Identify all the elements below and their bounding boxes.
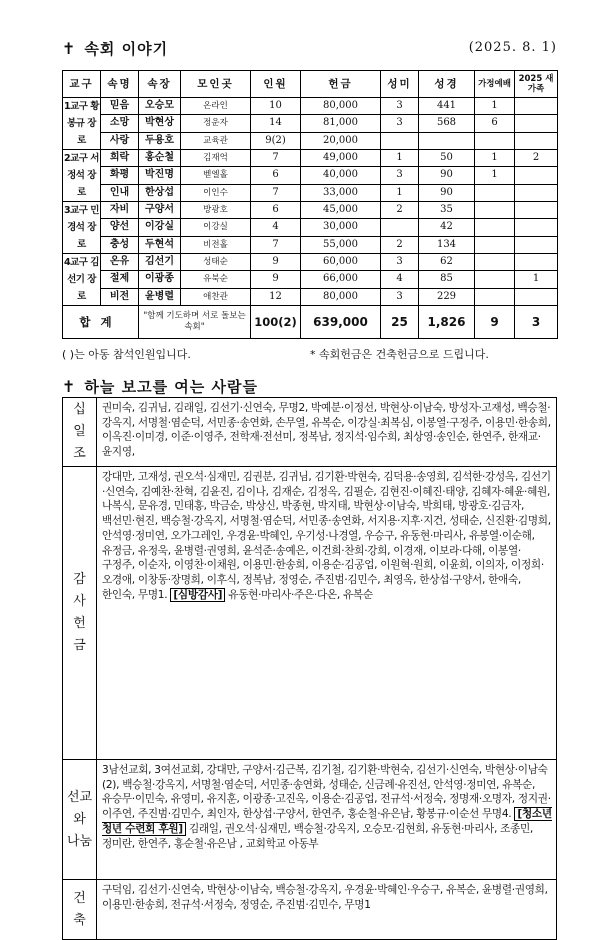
donation-row: [63, 880, 557, 940]
table-cell: 이강실: [139, 219, 181, 236]
table-cell: 유북순: [181, 271, 251, 288]
table-row: [63, 288, 558, 305]
table-cell: 3: [381, 167, 419, 184]
table-cell: [515, 184, 558, 201]
header-cell: 속장: [139, 71, 181, 98]
table-cell: 1: [475, 167, 515, 184]
table-cell: 2: [515, 150, 558, 167]
table-cell: 온유: [101, 254, 139, 271]
table-cell: 홍순철: [139, 150, 181, 167]
table-cell: 한상섭: [139, 184, 181, 201]
table-cell: 소망: [101, 115, 139, 132]
table-cell: 60,000: [301, 254, 381, 271]
cross-icon: ✝: [62, 39, 77, 58]
table-cell: [419, 132, 475, 149]
date-label: (2025. 8. 1): [468, 40, 557, 55]
table-cell: 7: [251, 184, 301, 201]
donations-table: [62, 397, 557, 940]
table-cell: 2: [381, 202, 419, 219]
table-cell: 두현석: [139, 236, 181, 253]
table-cell: 희락: [101, 150, 139, 167]
table-cell: 33,000: [301, 184, 381, 201]
child-note: ( )는 아동 참석인원입니다.: [62, 348, 191, 361]
table-cell: 사랑: [101, 132, 139, 149]
donation-row: [63, 398, 557, 467]
donors-title: [62, 376, 258, 397]
table-cell: 35: [419, 202, 475, 219]
table-cell: 이강실: [181, 219, 251, 236]
table-row: [63, 184, 558, 201]
donation-row: [63, 760, 557, 880]
table-cell: 441: [419, 98, 475, 115]
donation-names: [97, 760, 557, 880]
table-cell: [515, 219, 558, 236]
table-cell: 박현상: [139, 115, 181, 132]
donors-title-text: 하늘 보고를 여는 사람들: [84, 378, 258, 396]
cell-group-table: [62, 70, 558, 339]
table-cell: 229: [419, 288, 475, 305]
table-cell: 4: [251, 219, 301, 236]
table-cell: 50: [419, 150, 475, 167]
table-cell: 62: [419, 254, 475, 271]
table-row: [63, 219, 558, 236]
table-cell: 1: [515, 271, 558, 288]
table-row: [63, 115, 558, 132]
table-cell: [515, 98, 558, 115]
table-row: [63, 132, 558, 149]
table-cell: 2: [381, 236, 419, 253]
table-row: [63, 150, 558, 167]
table-cell: 성태순: [181, 254, 251, 271]
table-row: [63, 98, 558, 115]
table-row: [63, 167, 558, 184]
table-cell: [515, 167, 558, 184]
table-cell: 3: [381, 288, 419, 305]
table-cell: 비전: [101, 288, 139, 305]
table-cell: 10: [251, 98, 301, 115]
table-cell: 7: [251, 236, 301, 253]
table-cell: 40,000: [301, 167, 381, 184]
table-cell: 오승모: [139, 98, 181, 115]
table-cell: 1: [475, 150, 515, 167]
table-cell: 3: [381, 98, 419, 115]
table-cell: 1: [475, 98, 515, 115]
table-header-row: [63, 71, 558, 98]
table-cell: 9: [251, 271, 301, 288]
table-cell: 14: [251, 115, 301, 132]
table-cell: 교육관: [181, 132, 251, 149]
table-cell: [475, 132, 515, 149]
donor-list: 권미숙, 김귀님, 김래일, 김선기·신연숙, 무명2, 박예분·이정선, 박현상·이남숙, 방성자·고재성, 백승철·강옥지, 서명철·염순덕, 서민종·송연화, 손무열, 유복순, 이강실·최복심, 이봉열·구정주, 이용민·한송희, 이옥진·이미경, 이준·이영주, 전학재·전선미, 정복남, 정지석·임수희, 최상영·송인순, 한연주, 한재교·윤지영,: [102, 402, 551, 459]
cross-icon: ✝: [62, 377, 77, 396]
table-cell: 20,000: [301, 132, 381, 149]
table-cell: [475, 271, 515, 288]
special-donor-list: 유동현·마리사·주은·다온, 유복순: [228, 588, 373, 601]
table-cell: 절제: [101, 271, 139, 288]
section-title: [62, 38, 168, 59]
special-offering-label: [심방감사]: [170, 588, 225, 602]
header-cell: 성미: [381, 71, 419, 98]
donation-category: 십 일 조: [63, 398, 97, 467]
table-cell: 믿음: [101, 98, 139, 115]
table-cell: 3: [381, 254, 419, 271]
table-cell: [515, 236, 558, 253]
table-cell: [515, 288, 558, 305]
total-offering: 639,000: [301, 306, 381, 339]
table-cell: 80,000: [301, 98, 381, 115]
table-cell: 1: [381, 184, 419, 201]
table-cell: 김재억: [181, 150, 251, 167]
table-cell: 81,000: [301, 115, 381, 132]
table-cell: 42: [419, 219, 475, 236]
table-cell: 자비: [101, 202, 139, 219]
table-cell: 1: [381, 150, 419, 167]
table-cell: 568: [419, 115, 475, 132]
table-row: [63, 271, 558, 288]
table-cell: 49,000: [301, 150, 381, 167]
district-label: 1교구 황봉규 장로: [63, 98, 101, 150]
table-cell: 벧엘홀: [181, 167, 251, 184]
total-rice: 25: [381, 306, 419, 339]
table-cell: [515, 254, 558, 271]
table-row: [63, 236, 558, 253]
table-row: [63, 202, 558, 219]
table-cell: [515, 202, 558, 219]
table-cell: 정운자: [181, 115, 251, 132]
table-cell: 85: [419, 271, 475, 288]
table-cell: 구양서: [139, 202, 181, 219]
donation-names: [97, 398, 557, 467]
table-cell: 66,000: [301, 271, 381, 288]
table-cell: 45,000: [301, 202, 381, 219]
total-bible: 1,826: [419, 306, 475, 339]
table-cell: 비전홀: [181, 236, 251, 253]
header-cell: 가정예배: [475, 71, 515, 98]
table-cell: 화평: [101, 167, 139, 184]
table-cell: [475, 236, 515, 253]
table-cell: 134: [419, 236, 475, 253]
table-cell: 30,000: [301, 219, 381, 236]
special-donor-list: 김래일, 권오석·심재민, 백승철·강옥지, 오승모·김현희, 유동현·마리사, 조종민, 정미란, 한연주, 홍순철·유은남 , 교회학교 아동부: [102, 822, 533, 850]
table-cell: 3: [381, 115, 419, 132]
table-cell: 인내: [101, 184, 139, 201]
header-cell: 모인곳: [181, 71, 251, 98]
table-cell: 방광호: [181, 202, 251, 219]
table-cell: 온라인: [181, 98, 251, 115]
donation-names: [97, 880, 557, 940]
table-cell: [381, 132, 419, 149]
district-label: 2교구 서정석 장로: [63, 150, 101, 202]
header-cell: 헌금: [301, 71, 381, 98]
header-cell: 인원: [251, 71, 301, 98]
table-cell: [475, 288, 515, 305]
table-cell: 김선기: [139, 254, 181, 271]
district-label: 3교구 민경석 장로: [63, 202, 101, 254]
table-cell: 윤병렬: [139, 288, 181, 305]
table-cell: [475, 254, 515, 271]
table-cell: 6: [475, 115, 515, 132]
table-cell: [515, 115, 558, 132]
header-cell: 교구: [63, 71, 101, 98]
table-cell: [475, 184, 515, 201]
table-cell: 충성: [101, 236, 139, 253]
total-label: 합계: [63, 306, 139, 339]
table-cell: 80,000: [301, 288, 381, 305]
header-cell: 2025 새가족: [515, 71, 558, 98]
district-label: 4교구 김선기 장로: [63, 254, 101, 306]
table-cell: 12: [251, 288, 301, 305]
table-cell: 4: [381, 271, 419, 288]
table-cell: 양선: [101, 219, 139, 236]
donation-category: 건 축: [63, 880, 97, 940]
table-cell: 9(2): [251, 132, 301, 149]
donation-category: 선교 와 나눔: [63, 760, 97, 880]
donation-names: [97, 467, 557, 760]
donor-list: 3남선교회, 3여선교회, 강대만, 구양서·김근복, 김기철, 김기환·박현숙, 김선기·신연숙, 박현상·이남숙(2), 백승철·강옥지, 서명철·염순덕, 서민종·송연화, 성태순, 신금례·유진선, 안석영·정미연, 유복순, 유승무·이민숙, 유영미, 유지훈, 이광종·고진옥, 이용순·김공업, 전규석·서정숙, 정명재·오명자, 정지권·이주연, 주진범·김민수, 최인자, 한상섭·구양서, 한연주, 홍순철·유은남, 황봉규·이순선 무명4.: [102, 764, 551, 821]
total-motto: "함께 기도하며 서로 돌보는 속회": [139, 306, 251, 339]
table-row: [63, 254, 558, 271]
header-cell: 성경: [419, 71, 475, 98]
table-cell: [475, 219, 515, 236]
donation-category: 감 사 헌 금: [63, 467, 97, 760]
table-cell: 90: [419, 167, 475, 184]
offering-note: * 속회헌금은 건축헌금으로 드립니다.: [310, 348, 489, 361]
table-cell: 7: [251, 150, 301, 167]
donor-list: 구덕임, 김선기·신연숙, 박현상·이남숙, 백승철·강옥지, 우경윤·박혜인·우승구, 유복순, 윤병렬·권영희, 이용민·한송희, 전규석·서정숙, 정영순, 주진범·김민수, 무명1: [102, 884, 548, 911]
total-people: 100(2): [251, 306, 301, 339]
donation-row: [63, 467, 557, 760]
table-cell: 이인수: [181, 184, 251, 201]
special-offering-label: [청소년 청년 수련회 후원]: [102, 808, 552, 835]
table-cell: 55,000: [301, 236, 381, 253]
table-cell: 6: [251, 202, 301, 219]
table-cell: 박진명: [139, 167, 181, 184]
total-newcomers: 3: [515, 306, 558, 339]
table-cell: 9: [251, 254, 301, 271]
table-cell: 6: [251, 167, 301, 184]
section-header: [62, 38, 557, 62]
table-cell: 90: [419, 184, 475, 201]
table-cell: 두용호: [139, 132, 181, 149]
header-cell: 속명: [101, 71, 139, 98]
table-cell: [475, 202, 515, 219]
table-cell: 이광종: [139, 271, 181, 288]
total-row: [63, 306, 558, 339]
title-text: 속회 이야기: [84, 40, 169, 58]
table-cell: [515, 132, 558, 149]
table-cell: [381, 219, 419, 236]
total-worship: 9: [475, 306, 515, 339]
donor-list: 강대만, 고재성, 권오석·심재민, 김권분, 김귀님, 김기환·박현숙, 김덕용·송영희, 김석한·강성옥, 김선기·신연숙, 김예찬·찬혁, 김윤진, 김이나, 김재순, 김정옥, 김필순, 김현진·이혜진·태양, 김혜자·혜윤·혜원, 나복식, 문유경, 민태홍, 박금순, 박상신, 박종현, 박지태, 박현상·이남숙, 박희태, 방광호·김금자, 백선민·현진, 백승철·강옥지, 서명철·염순덕, 서민종·송연화, 서지용·지후·지건, 성태순, 신진환·김명희, 안석영·정미연, 오가그레인, 우경윤·박혜인, 우기성·나경열, 우승구, 유동현·마리사, 유봉열·이순해, 유정금, 유정욱, 윤병렬·권영희, 윤석준·송예은, 이건희·찬희·강희, 이경재, 이보라·다해, 이봉열·구정주, 이순자, 이영찬·이채원, 이용민·한송희, 이용순·김공업, 이원혁·원희, 이윤희, 이의자, 이정희·오경애, 이창동·장명희, 이후식, 정복남, 정영순, 주진범·김민수, 최영옥, 한상섭·구양서, 한애숙, 한인숙, 무명1.: [102, 471, 551, 601]
table-cell: 애찬관: [181, 288, 251, 305]
